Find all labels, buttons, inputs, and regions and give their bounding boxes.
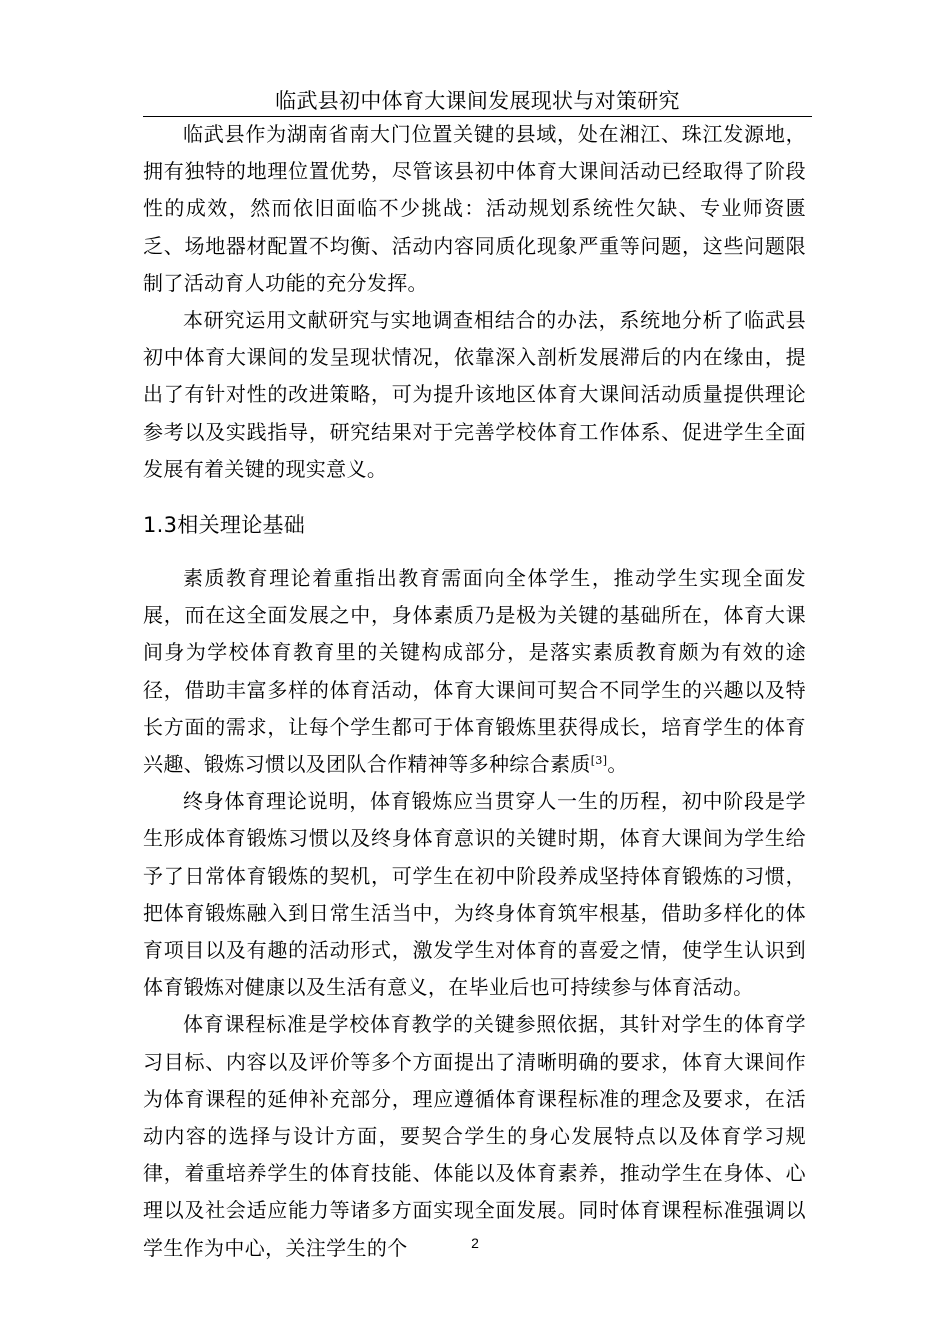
paragraph-quality-education-end: 。: [607, 752, 628, 777]
page-number: 2: [471, 1235, 479, 1251]
body-text: [143, 116, 806, 1267]
paragraph-curriculum-standard: 体育课程标准是学校体育教学的关键参照依据，其针对学生的体育学习目标、内容以及评价等多个方面提出了清晰明确的要求，体育大课间作为体育课程的延伸补充部分，理应遵循体育课程标准的理念及要求，在活动内容的选择与设计方面，要契合学生的身心发展特点以及体育学习规律，着重培养学生的体育技能、体能以及体育素养，推动学生在身体、心理以及社会适应能力等诸多方面实现全面发展。同时体育课程标准强调以学生作为中心，关注学生的个: [143, 1012, 806, 1260]
paragraph-quality-education-text: 素质教育理论着重指出教育需面向全体学生，推动学生实现全面发展，而在这全面发展之中，身体素质乃是极为关键的基础所在，体育大课间身为学校体育教育里的关键构成部分，是落实素质教育颇为有效的途径，借助丰富多样的体育活动，体育大课间可契合不同学生的兴趣以及特长方面的需求，让每个学生都可于体育锻炼里获得成长，培育学生的体育兴趣、锻炼习惯以及团队合作精神等多种综合素质: [143, 566, 806, 777]
section-heading: 1.3相关理论基础: [143, 513, 306, 538]
citation-reference: [3]: [590, 754, 608, 768]
paragraph-location-intro: 临武县作为湖南省南大门位置关键的县域，处在湘江、珠江发源地，拥有独特的地理位置优势，尽管该县初中体育大课间活动已经取得了阶段性的成效，然而依旧面临不少挑战：活动规划系统性欠缺、专业师资匮乏、场地器材配置不均衡、活动内容同质化现象严重等问题，这些问题限制了活动育人功能的充分发挥。: [143, 122, 806, 295]
running-header: 临武县初中体育大课间发展现状与对策研究: [275, 89, 680, 113]
paragraph-lifelong-sports: 终身体育理论说明，体育锻炼应当贯穿人一生的历程，初中阶段是学生形成体育锻炼习惯以及终身体育意识的关键时期，体育大课间为学生给予了日常体育锻炼的契机，可学生在初中阶段养成坚持体育锻炼的习惯，把体育锻炼融入到日常生活当中，为终身体育筑牢根基，借助多样化的体育项目以及有趣的活动形式，激发学生对体育的喜爱之情，使学生认识到体育锻炼对健康以及生活有意义，在毕业后也可持续参与体育活动。: [143, 789, 806, 1000]
paragraph-quality-education: [143, 560, 806, 783]
paragraph-research-method: 本研究运用文献研究与实地调查相结合的办法，系统地分析了临武县初中体育大课间的发呈现状情况，依靠深入剖析发展滞后的内在缘由，提出了有针对性的改进策略，可为提升该地区体育大课间活动质量提供理论参考以及实践指导，研究结果对于完善学校体育工作体系、促进学生全面发展有着关键的现实意义。: [143, 308, 806, 481]
